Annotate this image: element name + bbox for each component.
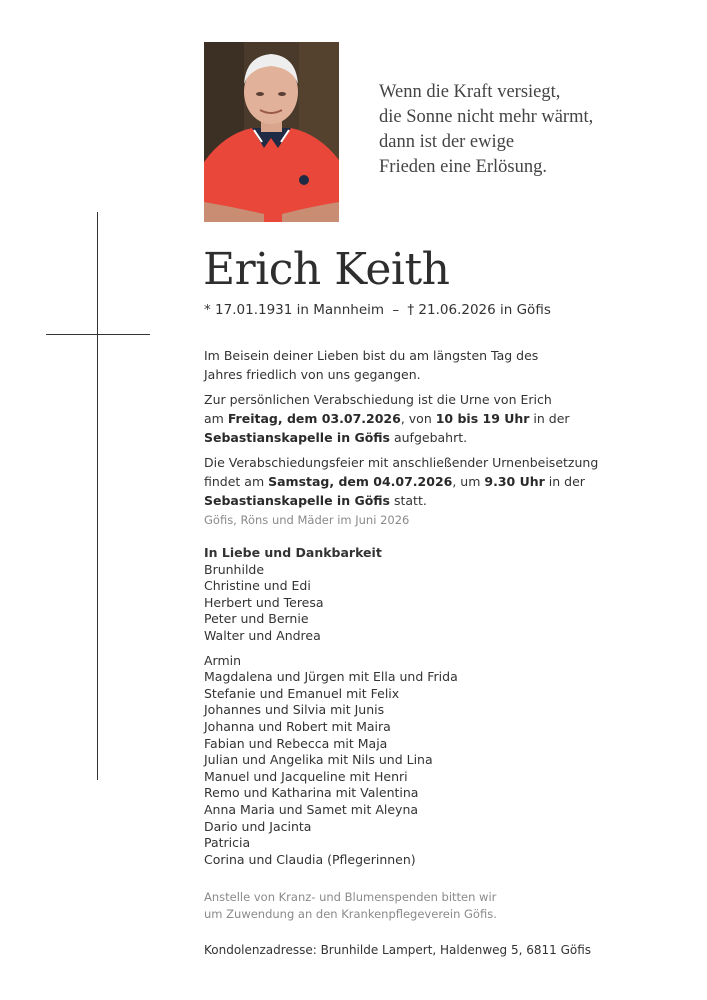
text-line: , um [452,474,485,489]
mourner: Herbert und Teresa [204,594,324,610]
ceremony-date: Samstag, dem 04.07.2026 [268,474,453,489]
farewell-time: 10 bis 19 Uhr [435,411,530,426]
ceremony-location: Sebastianskapelle in Göfis [204,493,390,508]
mourner: Remo und Katharina mit Valentina [204,785,419,801]
mourner: Corina und Claudia (Pflegerinnen) [204,851,416,867]
life-dates [204,302,555,318]
farewell-day: Freitag [227,411,278,426]
mourner: Peter und Bernie [204,611,309,627]
text-line: Jahres friedlich von uns gegangen. [204,367,421,382]
quote-line: die Sonne nicht mehr wärmt, [379,107,594,127]
paragraph-farewell [204,390,624,447]
farewell-date: , dem 03.07.2026 [277,411,401,426]
mourner: Magdalena und Jürgen mit Ella und Frida [204,669,458,685]
condolence-address: Kondolenzadresse: Brunhilde Lampert, Haldenweg 5, 6811 Göfis [204,943,592,957]
text-line: Die Verabschiedungsfeier mit anschließender Urnenbeisetzung [204,455,599,470]
text-line: aufgebahrt. [390,430,468,445]
quote-line: Wenn die Kraft versiegt, [379,82,561,102]
mourner: Stefanie und Emanuel mit Felix [204,685,400,701]
announcement-text [204,346,624,516]
text-line: in der [544,474,585,489]
ceremony-time: 9.30 Uhr [484,474,545,489]
text-line: findet am [204,474,269,489]
mourner: Fabian und Rebecca mit Maja [204,735,388,751]
donation-note [204,889,497,923]
text-line: Zur persönlichen Verabschiedung ist die Urne von Erich [204,392,552,407]
text-line: in der [529,411,570,426]
death-date: † 21.06.2026 in Göfis [407,302,551,318]
mourners-list [204,545,458,868]
mourner: Anna Maria und Samet mit Aleyna [204,801,419,817]
text-line: um Zuwendung an den Krankenpflegeverein Göfis. [204,907,497,921]
text-line: am [204,411,228,426]
mourners-header: In Liebe und Dankbarkeit [204,545,382,560]
quote-block [379,80,699,180]
cross-vertical-line [97,212,98,780]
group-spacer [204,645,458,653]
mourner: Johanna und Robert mit Maira [204,718,391,734]
mourner: Julian und Angelika mit Nils und Lina [204,752,433,768]
deceased-name: Erich Keith [203,244,450,295]
text-line: , von [400,411,436,426]
paragraph-passing [204,346,624,384]
mourner: Christine und Edi [204,578,311,594]
birth-date: * 17.01.1931 in Mannheim [204,302,385,318]
cross-horizontal-line [46,334,150,335]
text-line: statt. [390,493,427,508]
date-separator: – [392,302,400,318]
mourner: Dario und Jacinta [204,818,312,834]
quote-line: dann ist der ewige [379,132,515,152]
paragraph-ceremony [204,453,624,510]
mourner: Walter und Andrea [204,627,321,643]
mourner: Armin [204,652,242,668]
place-date: Göfis, Röns und Mäder im Juni 2026 [204,513,410,527]
mourner: Manuel und Jacqueline mit Henri [204,768,408,784]
portrait-photo [204,42,339,222]
mourner: Patricia [204,835,251,851]
mourner: Brunhilde [204,561,265,577]
text-line: Anstelle von Kranz- und Blumenspenden bitten wir [204,890,497,904]
quote-line: Frieden eine Erlösung. [379,157,547,177]
mourner: Johannes und Silvia mit Junis [204,702,385,718]
farewell-location: Sebastianskapelle in Göfis [204,430,390,445]
text-line: Im Beisein deiner Lieben bist du am längsten Tag des [204,348,539,363]
